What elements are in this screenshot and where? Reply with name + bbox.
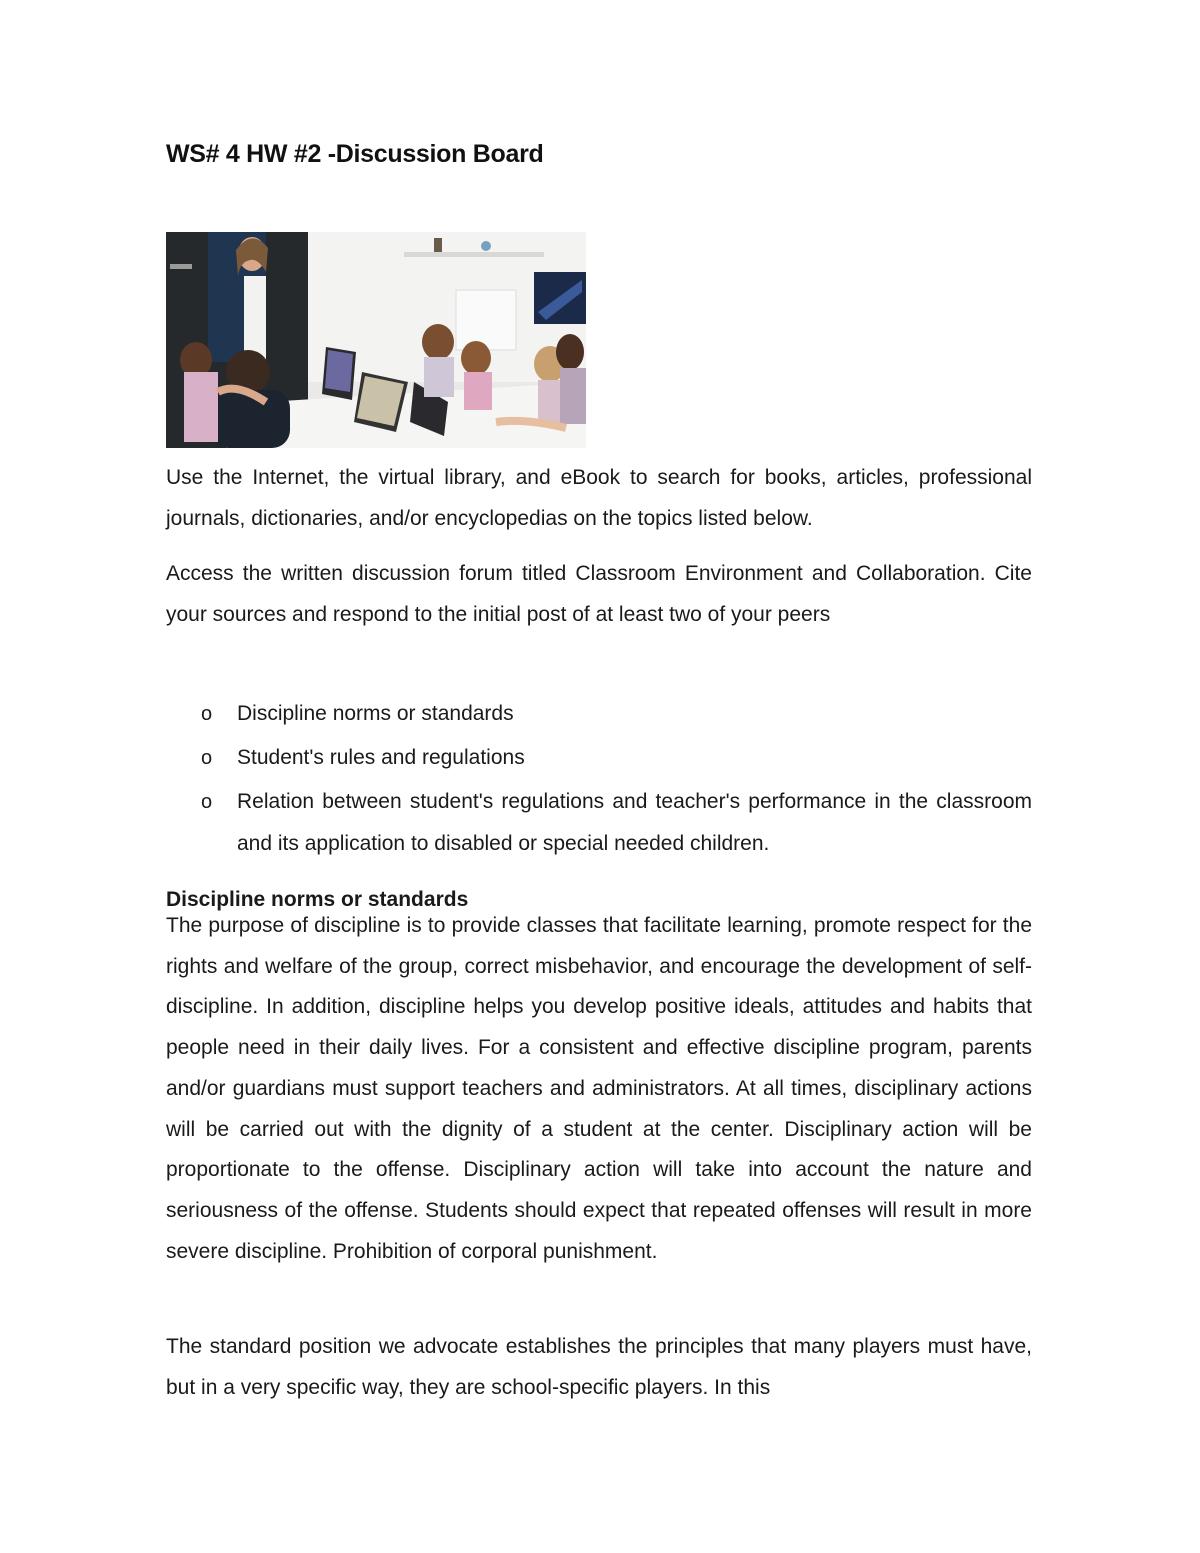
instructions-paragraph: Access the written discussion forum titled Classroom Environment and Collaboration. Cite your sources and respond to the initial post of at least two of your peers — [166, 562, 1032, 626]
topic-list — [166, 693, 1032, 867]
section-paragraph: The standard position we advocate establishes the principles that many players must have, but in a very specific way, they are school-specific players. In this — [166, 1335, 1032, 1399]
topic-text: Student's rules and regulations — [237, 746, 525, 769]
document-title: WS# 4 HW #2 -Discussion Board — [166, 140, 544, 168]
bullet-marker: o — [201, 791, 213, 813]
bullet-marker: o — [201, 747, 213, 769]
topic-text: Relation between student's regulations and teacher's performance in the classroom and its application to disabled or special needed children. — [237, 790, 1032, 855]
list-item — [166, 781, 1032, 865]
list-item — [166, 693, 1032, 735]
list-item — [166, 737, 1032, 779]
topic-text: Discipline norms or standards — [237, 702, 514, 725]
classroom-photo — [166, 232, 586, 448]
section-paragraph: The purpose of discipline is to provide classes that facilitate learning, promote respect for the rights and welfare of the group, correct misbehavior, and encourage the development of self-discipline. In addition, discipline helps you develop positive ideals, attitudes and habits that people need in their daily lives. For a consistent and effective discipline program, parents and/or guardians must support teachers and administrators. At all times, disciplinary actions will be carried out with the dignity of a student at the center. Disciplinary action will be proportionate to the offense. Disciplinary action will take into account the nature and seriousness of the offense. Students should expect that repeated offenses will result in more severe discipline. Prohibition of corporal punishment. — [166, 914, 1032, 1263]
section-heading: Discipline norms or standards — [166, 888, 469, 911]
bullet-marker: o — [201, 703, 213, 725]
intro-paragraph: Use the Internet, the virtual library, and eBook to search for books, articles, professional journals, dictionaries, and/or encyclopedias on the topics listed below. — [166, 466, 1032, 530]
